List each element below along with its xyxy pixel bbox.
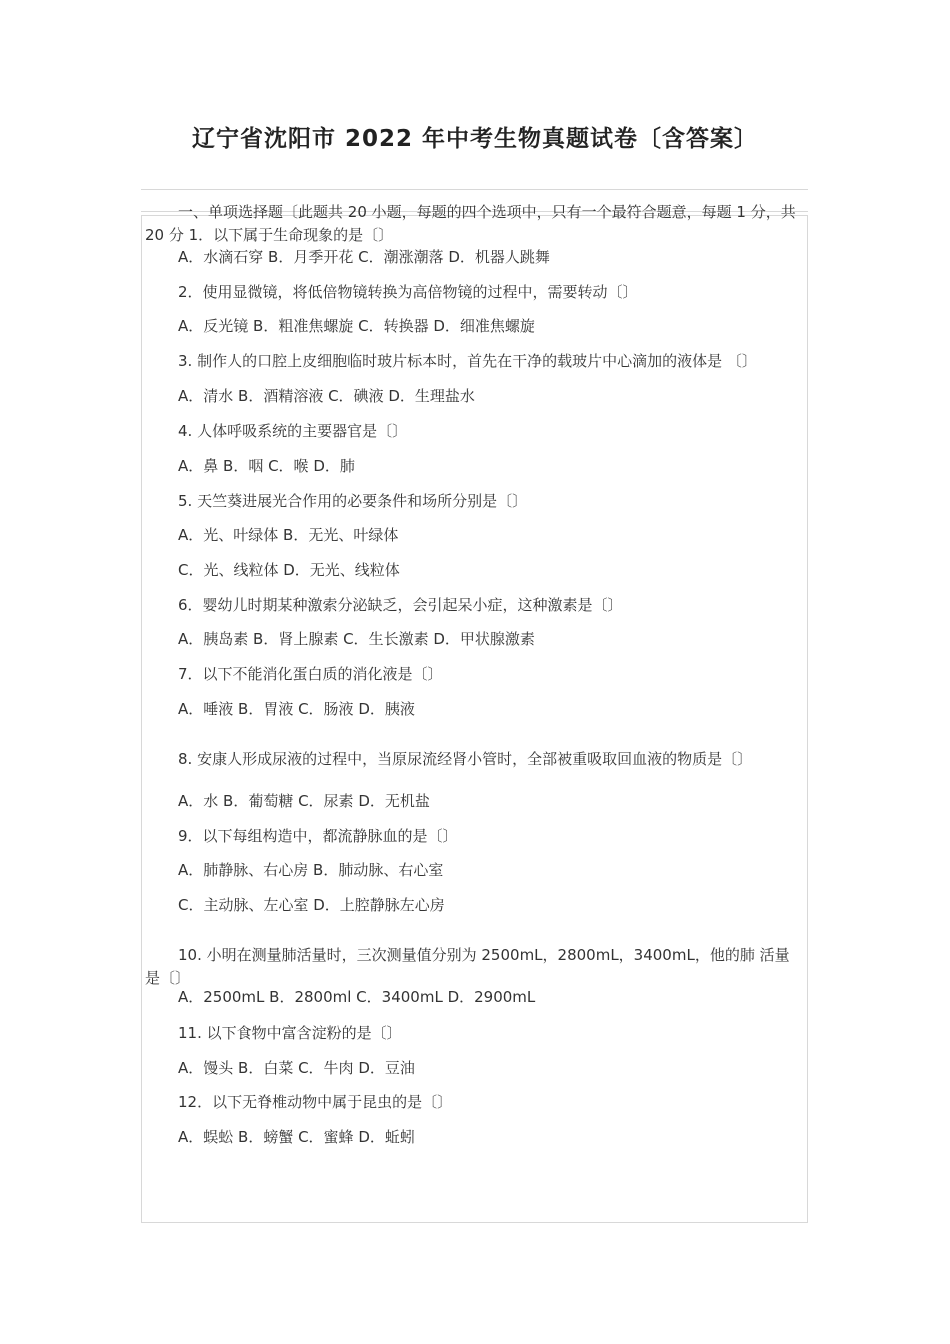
option-line-q8: A．水 B．葡萄糖 C．尿素 D．无机盐 (178, 792, 430, 810)
question-12: 12．以下无脊椎动物中属于昆虫的是〔〕 (178, 1093, 453, 1111)
option-line-q7: A．唾液 B．胃液 C．肠液 D．胰液 (178, 700, 415, 718)
option-line-q4: A．鼻 B．咽 C．喉 D．肺 (178, 457, 355, 475)
option-line-q3: A．清水 B．酒精溶液 C．碘液 D．生理盐水 (178, 387, 475, 405)
option-line-q5-cd: C．光、线粒体 D．无光、线粒体 (178, 561, 400, 579)
option-line-q11: A．馒头 B．白菜 C．牛肉 D．豆油 (178, 1059, 415, 1077)
question-5: 5. 天竺葵进展光合作用的必要条件和场所分别是〔〕 (178, 492, 528, 510)
question-2: 2．使用显微镜，将低倍物镜转换为高倍物镜的过程中，需要转动〔〕 (178, 283, 638, 301)
question-7: 7．以下不能消化蛋白质的消化液是〔〕 (178, 665, 443, 683)
document-title: 辽宁省沈阳市 2022 年中考生物真题试卷〔含答案〕 (191, 126, 759, 152)
question-6: 6．婴幼儿时期某种激索分泌缺乏，会引起呆小症，这种激素是〔〕 (178, 596, 623, 614)
question-11: 11. 以下食物中富含淀粉的是〔〕 (178, 1024, 402, 1042)
question-10: 10. 小明在测量肺活量时，三次测量值分别为 2500mL，2800mL，3400mL，他的肺 活量是〔〕 (145, 946, 790, 987)
option-line-q6: A．胰岛素 B．肾上腺素 C．生长激素 D．甲状腺激素 (178, 630, 535, 648)
question-4: 4. 人体呼吸系统的主要器官是〔〕 (178, 422, 408, 440)
question-9: 9．以下每组构造中，都流静脉血的是〔〕 (178, 827, 458, 845)
option-line-q9-cd: C．主动脉、左心室 D．上腔静脉左心房 (178, 896, 445, 914)
option-line-q5-ab: A．光、叶绿体 B．无光、叶绿体 (178, 526, 399, 544)
option-line-q2: A．反光镜 B．粗准焦螺旋 C．转换器 D．细准焦螺旋 (178, 317, 535, 335)
section-intro: 一、单项选择题〔此题共 20 小题，每题的四个选项中，只有一个最符合题意，每题 1 分，共 20 分 1．以下属于生命现象的是〔〕 (145, 203, 796, 244)
option-line-q12: A．蜈蚣 B．螃蟹 C．蜜蜂 D．蚯蚓 (178, 1128, 415, 1146)
option-line-q9-ab: A．肺静脉、右心房 B．肺动脉、右心室 (178, 861, 444, 879)
option-line-q10: A．2500mL B．2800ml C．3400mL D．2900mL (178, 988, 536, 1006)
question-3: 3. 制作人的口腔上皮细胞临时玻片标本时，首先在干净的载玻片中心滴加的液体是 〔〕 (178, 352, 757, 370)
question-8: 8. 安康人形成尿液的过程中，当原尿流经肾小管时，全部被重吸取回血液的物质是〔〕 (178, 750, 753, 768)
option-line-q1: A．水滴石穿 B．月季开花 C．潮涨潮落 D．机器人跳舞 (178, 248, 550, 266)
